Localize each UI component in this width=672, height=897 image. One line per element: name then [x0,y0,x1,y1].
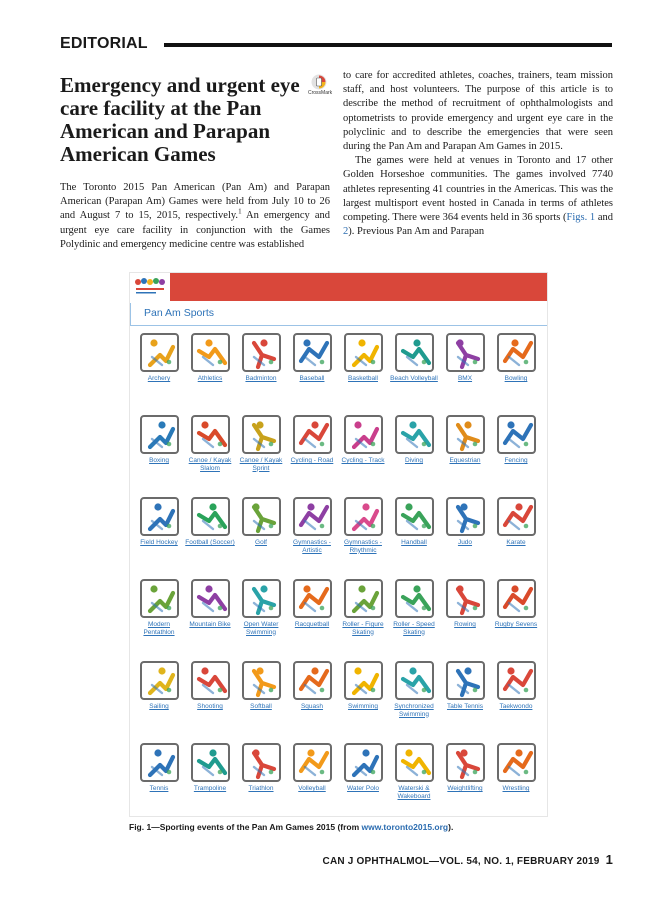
article-title: Emergency and urgent eye care facility at the Pan American and Parapan American Games [60,73,300,166]
sport-pictogram-icon [242,415,281,454]
sport-pictogram-icon [140,743,179,782]
sport-item[interactable] [235,333,287,413]
sport-item[interactable] [439,743,491,823]
sport-label[interactable]: Handball [401,539,427,546]
sport-item[interactable] [388,743,440,823]
sport-item[interactable] [337,333,389,413]
sport-item[interactable] [388,333,440,413]
sport-pictogram-icon [191,333,230,372]
sport-item[interactable] [490,661,542,741]
paragraph-intro: The Toronto 2015 Pan American (Pan Am) and Parapan American (Parapan Am) Games were held from July 10 to 26 and August 7 to 15, 2015, respectively.$^1$ An emergency and urgent eye care facility in conjunction with the Games Polydinic and emergency medicine centre was established [60,182,330,250]
left-column [60,181,330,252]
sport-pictogram-icon [446,661,485,700]
sport-item[interactable] [184,579,236,659]
sport-item[interactable] [133,661,185,741]
sport-label[interactable]: Mountain Bike [189,621,231,628]
sport-pictogram-icon [395,497,434,536]
sport-label[interactable]: Bowling [504,375,528,382]
sport-label[interactable]: Gymnastics - Artistic [293,539,331,554]
sport-label[interactable]: Rugby Sevens [494,621,538,628]
sport-label[interactable]: Athletics [197,375,223,382]
paragraph-continued: to care for accredited athletes, coaches, trainers, team mission staff, and host volunteers. The purpose of this article is to describe the method of recruitment of ophthalmologists and optometrists to provide emergency and urgent eye care in the polyclinic and to describe the emergencies that were seen during the Pan Am and Parapan Am Games in 2015. [343,70,613,153]
sport-item[interactable] [133,743,185,823]
sport-label[interactable]: Fencing [504,457,528,464]
sport-pictogram-icon [344,333,383,372]
crossmark-icon [311,74,327,90]
sport-label[interactable]: Equestrian [449,457,481,464]
sport-item[interactable] [337,415,389,495]
sport-pictogram-icon [293,579,332,618]
sport-item[interactable] [439,661,491,741]
sport-item[interactable] [235,579,287,659]
sport-pictogram-icon [140,497,179,536]
sport-pictogram-icon [395,743,434,782]
sport-pictogram-icon [293,415,332,454]
figure-1-link[interactable]: Figs. 1 [566,212,596,224]
sport-label[interactable]: Modern Pentathlon [143,621,175,636]
paragraph-venues: The games were held at venues in Toronto and 17 other Golden Horseshoe communities. The games involved 7740 athletes representing 41 countries in the Americas. This was the largest multisport event hosted in Canada in terms of athletes competing. There were 364 events held in 36 sports (Figs. 1 and 2). Previous Pan Am and Parapan [343,155,613,238]
sport-item[interactable] [184,743,236,823]
sport-label[interactable]: Roller - Figure Skating [342,621,384,636]
sport-label[interactable]: Weightlifting [447,785,483,792]
sport-item[interactable] [286,579,338,659]
section-header [60,33,612,57]
sport-pictogram-icon [497,743,536,782]
journal-citation: CAN J OPHTHALMOL—VOL. 54, NO. 1, FEBRUARY 2019 [322,856,600,867]
sport-item[interactable] [286,333,338,413]
sport-item[interactable] [286,415,338,495]
sport-label[interactable]: BMX [457,375,473,382]
sport-item[interactable] [235,661,287,741]
sport-label[interactable]: Waterski & Wakeboard [397,785,431,800]
sport-pictogram-icon [140,333,179,372]
crossmark-label: CrossMark [308,90,333,96]
page-number: 1 [605,852,613,867]
sport-pictogram-icon [191,743,230,782]
sport-pictogram-icon [344,497,383,536]
sport-label[interactable]: Golf [255,539,267,546]
sport-pictogram-icon [395,579,434,618]
figure-2-link[interactable]: 2 [343,226,349,238]
sport-pictogram-icon [191,661,230,700]
sport-item[interactable] [286,497,338,577]
sport-item[interactable] [184,333,236,413]
sport-label[interactable]: Racquetball [294,621,330,628]
sport-item[interactable] [490,497,542,577]
sport-label[interactable]: Field Hockey [140,539,178,546]
sport-label[interactable]: Canoe / Kayak Slalom [188,457,232,472]
sport-item[interactable] [388,497,440,577]
sport-label[interactable]: Volleyball [298,785,326,792]
sport-pictogram-icon [191,579,230,618]
sport-label[interactable]: Tennis [149,785,169,792]
sport-label[interactable]: Cycling - Track [341,457,385,464]
sport-item[interactable] [235,497,287,577]
sport-pictogram-icon [242,579,281,618]
sport-label[interactable]: Basketball [348,375,378,382]
sport-pictogram-icon [497,333,536,372]
sport-label[interactable]: Gymnastics - Rhythmic [344,539,382,554]
sport-item[interactable] [184,661,236,741]
sport-pictogram-icon [446,415,485,454]
sport-item[interactable] [388,661,440,741]
sport-pictogram-icon [497,497,536,536]
sport-pictogram-icon [242,497,281,536]
sport-label[interactable]: Karate [506,539,526,546]
sport-label[interactable]: Triathlon [248,785,274,792]
figure-heading: Pan Am Sports [144,307,215,319]
sport-pictogram-icon [344,743,383,782]
sport-label[interactable]: Cycling - Road [290,457,334,464]
sport-label[interactable]: Softball [250,703,272,710]
caption-link[interactable]: www.toronto2015.org [361,822,449,832]
sport-item[interactable] [490,415,542,495]
sport-item[interactable] [439,333,491,413]
sport-pictogram-icon [344,579,383,618]
sport-item[interactable] [490,579,542,659]
sport-item[interactable] [286,661,338,741]
sport-item[interactable] [235,415,287,495]
sport-item[interactable] [439,415,491,495]
sport-pictogram-icon [293,333,332,372]
sport-label[interactable]: Canoe / Kayak Sprint [239,457,283,472]
sport-label[interactable]: Open Water Swimming [243,621,279,636]
sport-item[interactable] [133,333,185,413]
sport-item[interactable] [286,743,338,823]
section-rule [164,43,612,47]
sport-item[interactable] [184,415,236,495]
sport-label[interactable]: Squash [300,703,324,710]
sport-label[interactable]: Badminton [245,375,277,382]
sport-label[interactable]: Synchronized Swimming [394,703,434,718]
sport-item[interactable] [490,743,542,823]
sport-item[interactable] [133,579,185,659]
sport-pictogram-icon [191,415,230,454]
reference-superscript[interactable]: 1 [238,207,242,216]
sport-pictogram-icon [242,743,281,782]
sport-pictogram-icon [242,661,281,700]
sport-item[interactable] [388,579,440,659]
sport-pictogram-icon [344,415,383,454]
sport-label[interactable]: Water Polo [347,785,379,792]
sport-item[interactable] [337,661,389,741]
sport-label[interactable]: Baseball [299,375,325,382]
sport-pictogram-icon [140,415,179,454]
sport-item[interactable] [133,497,185,577]
sport-label[interactable]: Football (Soccer) [185,539,235,546]
sport-label[interactable]: Taekwondo [499,703,533,710]
figure-caption: Fig. 1—Sporting events of the Pan Am Games 2015 (from www.toronto2015.org). [129,822,454,832]
sport-item[interactable] [337,743,389,823]
sport-pictogram-icon [395,661,434,700]
sport-pictogram-icon [446,333,485,372]
crossmark-badge[interactable] [308,74,333,96]
sport-label[interactable]: Roller - Speed Skating [393,621,435,636]
figure-1 [129,272,548,817]
sport-item[interactable] [388,415,440,495]
sport-pictogram-icon [497,579,536,618]
sport-label[interactable]: Sailing [149,703,169,710]
sport-pictogram-icon [140,579,179,618]
sport-item[interactable] [337,579,389,659]
sport-pictogram-icon [446,579,485,618]
page-footer [323,852,613,867]
sport-label[interactable]: Wrestling [502,785,530,792]
sport-pictogram-icon [242,333,281,372]
sport-pictogram-icon [344,661,383,700]
sport-item[interactable] [184,497,236,577]
sport-label[interactable]: Judo [457,539,473,546]
sport-pictogram-icon [293,743,332,782]
sport-label[interactable]: Archery [147,375,171,382]
sport-label[interactable]: Table Tennis [446,703,484,710]
sport-label[interactable]: Trampoline [193,785,227,792]
sport-label[interactable]: Shooting [197,703,223,710]
sport-pictogram-icon [446,497,485,536]
sport-item[interactable] [439,497,491,577]
sport-item[interactable] [133,415,185,495]
sport-pictogram-icon [191,497,230,536]
sport-label[interactable]: Boxing [149,457,169,464]
sport-label[interactable]: Rowing [454,621,476,628]
sport-pictogram-icon [497,661,536,700]
sports-grid [130,273,547,816]
sport-label[interactable]: Swimming [348,703,378,710]
sport-pictogram-icon [293,661,332,700]
right-column [343,69,613,239]
sport-pictogram-icon [140,661,179,700]
sport-item[interactable] [490,333,542,413]
sport-item[interactable] [235,743,287,823]
sport-pictogram-icon [497,415,536,454]
section-label: EDITORIAL [60,35,148,52]
sport-label[interactable]: Diving [404,457,424,464]
sport-pictogram-icon [446,743,485,782]
sport-pictogram-icon [293,497,332,536]
sport-item[interactable] [337,497,389,577]
sport-pictogram-icon [395,333,434,372]
sport-item[interactable] [439,579,491,659]
sport-pictogram-icon [395,415,434,454]
sport-label[interactable]: Beach Volleyball [390,375,438,382]
